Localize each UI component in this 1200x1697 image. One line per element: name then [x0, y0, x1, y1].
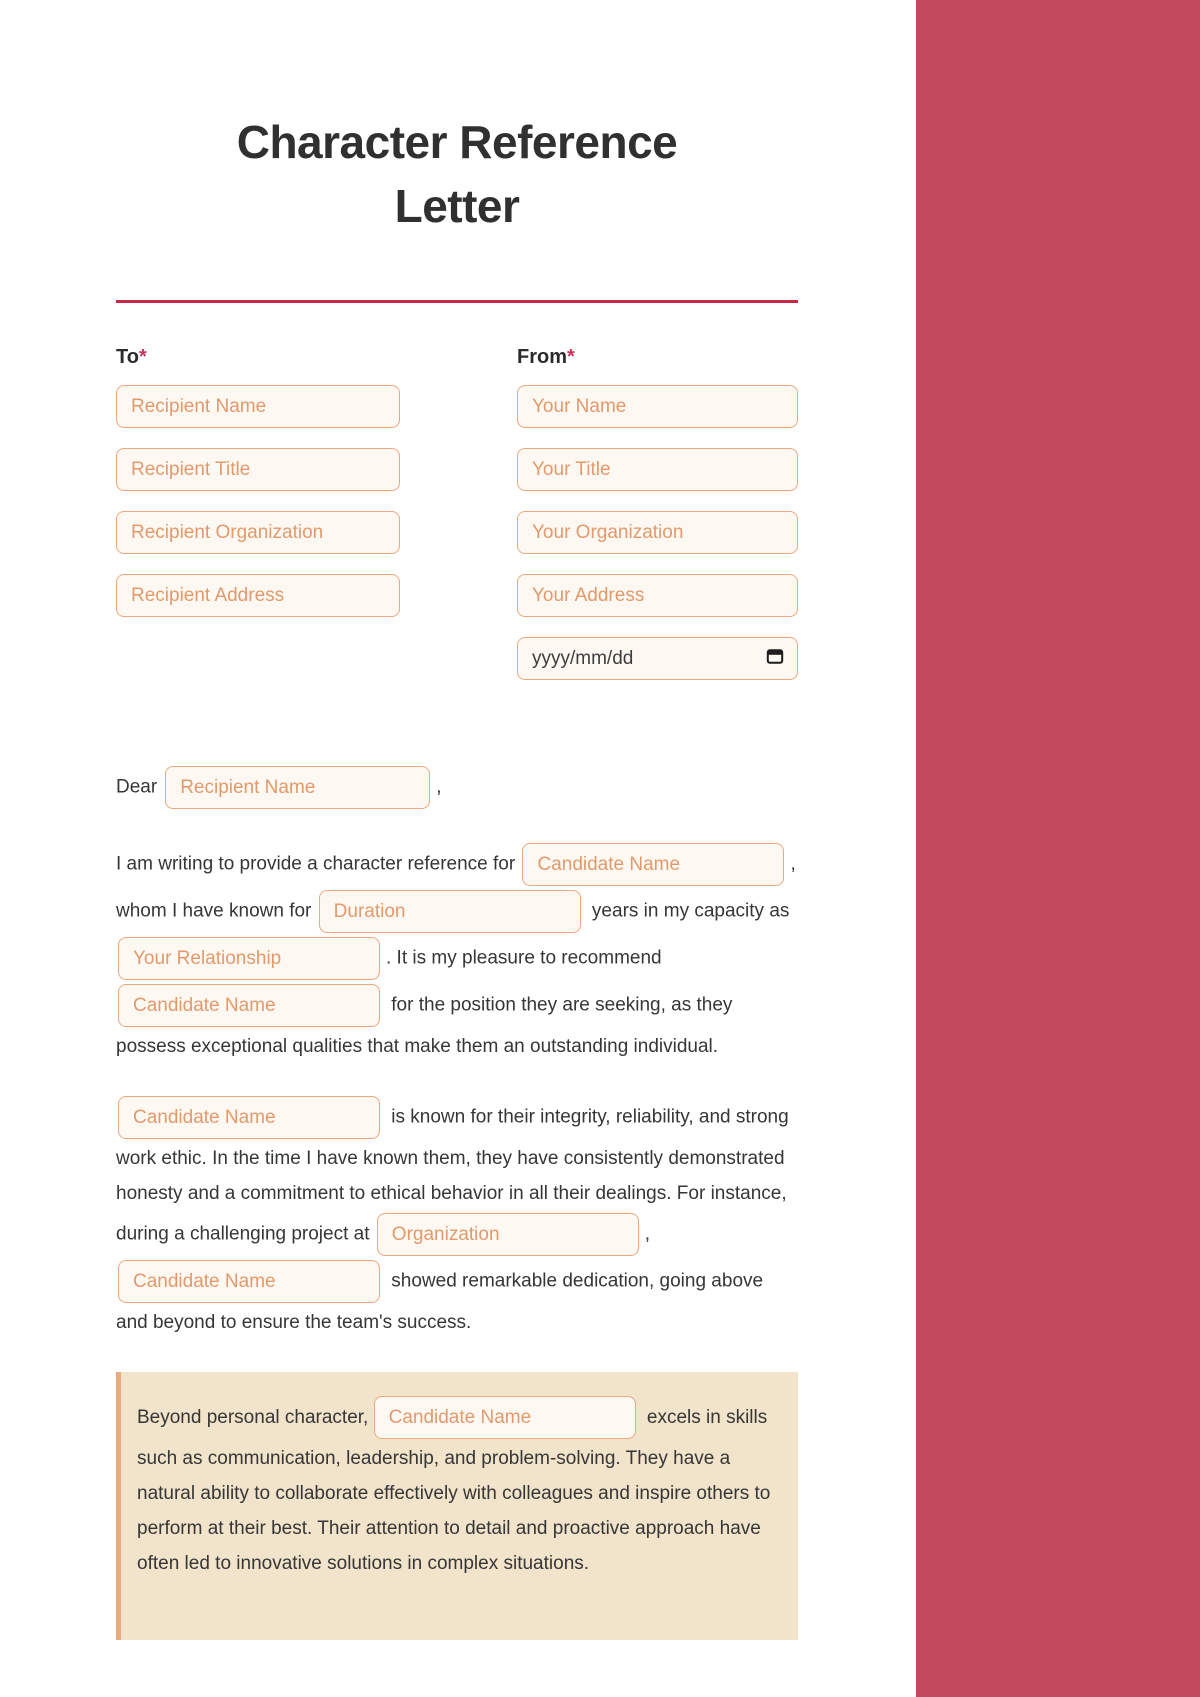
to-label	[116, 345, 400, 369]
paragraph-text: I am writing to provide a character reference for	[116, 853, 521, 875]
required-asterisk: *	[567, 346, 575, 368]
paragraph-text: . It is my pleasure to recommend	[386, 947, 662, 969]
your-organization-field[interactable]	[517, 511, 798, 554]
salutation-text: Dear	[116, 776, 158, 798]
recipient-fields	[116, 385, 400, 617]
paragraph-text: showed remarkable dedication, going above and beyond to ensure the team's success.	[116, 1270, 764, 1333]
from-column	[517, 345, 798, 700]
title-line-2: Letter	[394, 180, 520, 232]
salutation-line	[116, 764, 798, 811]
paragraph-1	[116, 841, 798, 1064]
candidate-name-input-5[interactable]	[374, 1396, 636, 1439]
candidate-name-input-2[interactable]	[118, 984, 380, 1027]
title-line-1: Character Reference	[236, 116, 678, 168]
highlight-text: excels in skills such as communication, leadership, and problem-solving. They have a natural ability to collaborate effectively with colleagues and inspire others to perform at their best. Their attention to detail and proactive approach have often led to innovative solutions in complex situations.	[137, 1406, 771, 1574]
organization-input[interactable]	[377, 1213, 639, 1256]
paragraph-text: , whom I have known for	[116, 853, 796, 922]
your-name-field[interactable]	[517, 385, 798, 428]
recipient-title-field[interactable]	[116, 448, 400, 491]
candidate-name-input-1[interactable]	[522, 843, 784, 886]
to-from-section	[116, 345, 798, 700]
salutation-comma: ,	[436, 776, 442, 798]
candidate-name-input-4[interactable]	[118, 1260, 380, 1303]
recipient-address-field[interactable]	[116, 574, 400, 617]
recipient-name-field[interactable]	[116, 385, 400, 428]
calendar-icon[interactable]	[765, 646, 785, 672]
to-label-text: To	[116, 346, 139, 368]
title-divider	[116, 300, 798, 303]
from-label	[517, 345, 798, 369]
highlight-paragraph	[137, 1407, 770, 1574]
from-label-text: From	[517, 346, 567, 368]
page-title	[116, 110, 798, 238]
letter-form	[116, 0, 798, 1640]
required-asterisk: *	[138, 346, 147, 368]
highlight-box	[116, 1372, 798, 1640]
highlight-text: Beyond personal character,	[137, 1406, 374, 1428]
paragraph-text: for the position they are seeking, as they possess exceptional qualities that make them an outstanding individual.	[116, 994, 733, 1057]
paragraph-text: years in my capacity as	[586, 900, 790, 922]
to-column	[116, 345, 400, 700]
date-input[interactable]	[517, 637, 798, 680]
recipient-name-inline-input[interactable]	[165, 766, 430, 809]
paragraph-text: ,	[644, 1223, 651, 1245]
paragraph-2	[116, 1094, 798, 1340]
sender-fields	[517, 385, 798, 617]
red-sidebar	[916, 0, 1200, 1697]
your-address-field[interactable]	[517, 574, 798, 617]
date-placeholder-text: yyyy/mm/dd	[532, 647, 634, 669]
recipient-organization-field[interactable]	[116, 511, 400, 554]
relationship-input[interactable]	[118, 937, 380, 980]
your-title-field[interactable]	[517, 448, 798, 491]
candidate-name-input-3[interactable]	[118, 1096, 380, 1139]
paragraph-text: is known for their integrity, reliability, and strong work ethic. In the time I have known them, they have consistently demonstrated honesty and a commitment to ethical behavior in all their dealings. For instance, during a challenging project at	[116, 1106, 789, 1245]
duration-input[interactable]	[319, 890, 581, 933]
